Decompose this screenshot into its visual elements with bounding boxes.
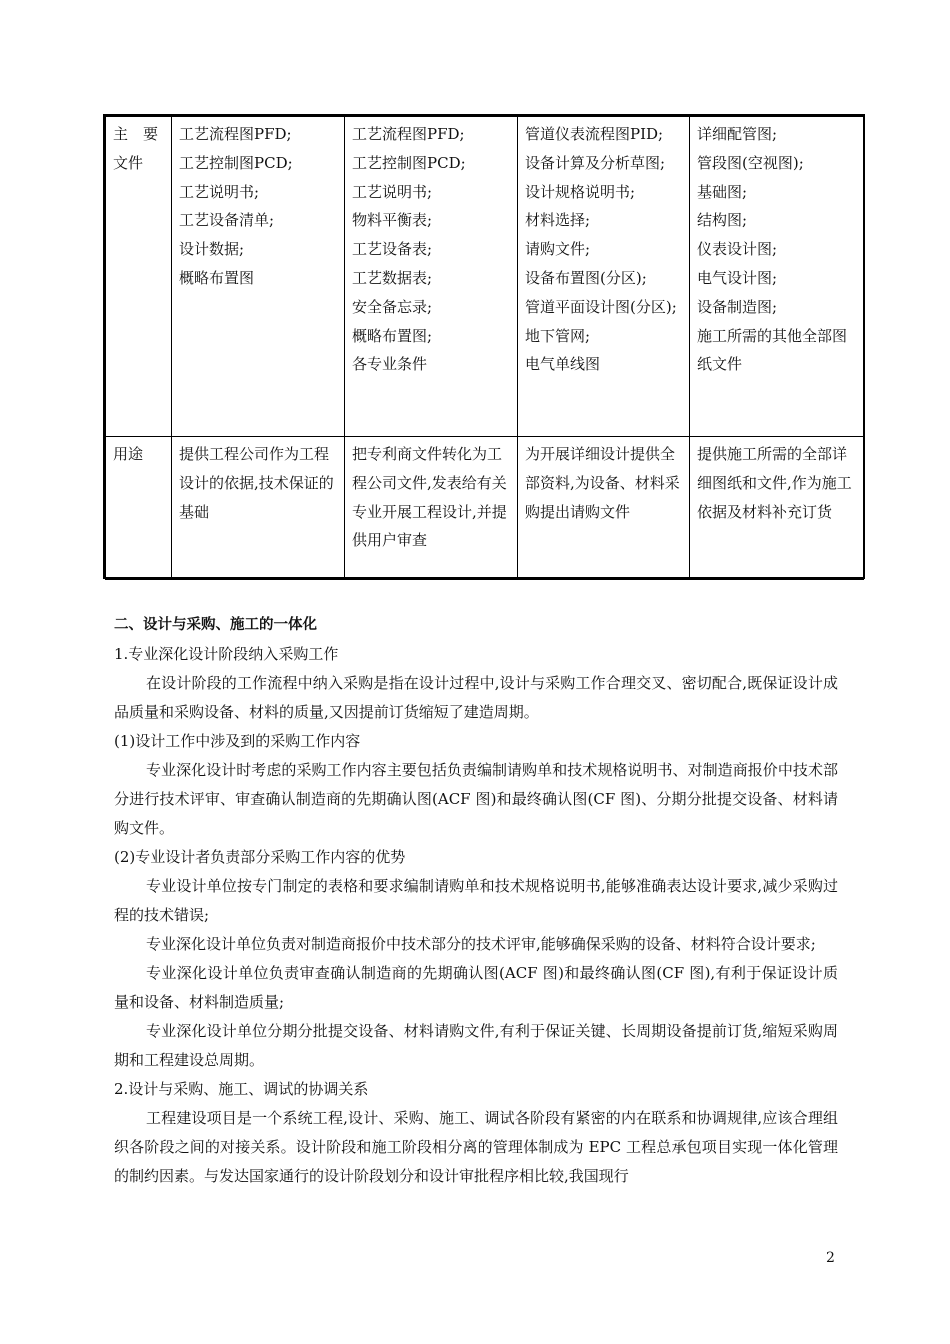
item-title: (1)设计工作中涉及到的采购工作内容 — [114, 732, 361, 750]
row-label-purpose: 用途 — [106, 437, 172, 580]
cell-line: 工艺说明书; — [179, 182, 260, 201]
cell-line: 概略布置图 — [179, 268, 255, 287]
page-number: 2 — [826, 1250, 835, 1266]
cell-line: 物料平衡表; — [352, 211, 433, 230]
cell-line: 工艺数据表; — [352, 268, 433, 287]
cell-line: 管道平面设计图(分区); — [525, 297, 677, 316]
cell-line: 管道仪表流程图PID; — [525, 125, 664, 143]
design-stage-table — [105, 116, 864, 580]
cell-line: 概略布置图; — [352, 326, 433, 345]
paragraph: 工程建设项目是一个系统工程,设计、采购、施工、调试各阶段有紧密的内在联系和协调规律,应该合理组织各阶段之间的对接关系。设计阶段和施工阶段相分离的管理体制成为 EPC 工程总承包项目实现一体化管理的制约因素。与发达国家通行的设计阶段划分和设计审批程序相比较,我国现行 — [114, 1109, 838, 1185]
cell-line: 工艺控制图PCD; — [179, 153, 293, 172]
table-cell: 为开展详细设计提供全部资料,为设备、材料采购提出请购文件 — [518, 437, 690, 580]
body-text — [114, 611, 838, 1191]
table-row-purpose — [106, 437, 864, 580]
cell-line: 工艺说明书; — [352, 182, 433, 201]
row-label-line: 文件 — [113, 153, 144, 172]
cell-line: 电气设计图; — [697, 268, 778, 287]
cell-line: 设备布置图(分区); — [525, 268, 647, 287]
cell-line: 设备计算及分析草图; — [525, 153, 666, 172]
table-cell — [172, 117, 345, 437]
table-row-main-documents — [106, 117, 864, 437]
cell-line: 设计数据; — [179, 240, 245, 259]
cell-line: 管段图(空视图); — [697, 153, 804, 172]
table-cell — [345, 117, 518, 437]
cell-line: 工艺流程图PFD; — [352, 125, 465, 143]
item-title: (2)专业设计者负责部分采购工作内容的优势 — [114, 848, 406, 866]
cell-line: 地下管网; — [525, 326, 591, 345]
cell-line: 工艺控制图PCD; — [352, 153, 466, 172]
cell-line: 结构图; — [697, 211, 748, 230]
cell-line: 请购文件; — [525, 240, 591, 259]
row-label-line: 主 要 — [113, 125, 159, 143]
paragraph: 专业深化设计单位分期分批提交设备、材料请购文件,有利于保证关键、长周期设备提前订货,缩短采购周期和工程建设总周期。 — [114, 1022, 838, 1069]
row-label-main-documents — [106, 117, 172, 437]
cell-line: 电气单线图 — [525, 355, 601, 374]
subsection-title: 2.设计与采购、施工、调试的协调关系 — [114, 1080, 369, 1098]
paragraph: 专业深化设计时考虑的采购工作内容主要包括负责编制请购单和技术规格说明书、对制造商报价中技术部分进行技术评审、审查确认制造商的先期确认图(ACF 图)和最终确认图(CF 图)、分期分批提交设备、材料请购文件。 — [114, 761, 838, 837]
cell-line: 基础图; — [697, 182, 748, 201]
cell-line: 安全备忘录; — [352, 297, 433, 316]
cell-line: 材料选择; — [525, 211, 591, 230]
paragraph: 专业深化设计单位负责审查确认制造商的先期确认图(ACF 图)和最终确认图(CF 图),有利于保证设计质量和设备、材料制造质量; — [114, 964, 838, 1011]
cell-line: 工艺设备表; — [352, 240, 433, 259]
paragraph: 专业设计单位按专门制定的表格和要求编制请购单和技术规格说明书,能够准确表达设计要求,减少采购过程的技术错误; — [114, 877, 838, 924]
subsection-title: 1.专业深化设计阶段纳入采购工作 — [114, 645, 339, 663]
table-cell — [518, 117, 690, 437]
cell-line: 详细配管图; — [697, 125, 778, 143]
paragraph: 在设计阶段的工作流程中纳入采购是指在设计过程中,设计与采购工作合理交叉、密切配合,既保证设计成品质量和采购设备、材料的质量,又因提前订货缩短了建造周期。 — [114, 674, 838, 721]
cell-line: 工艺设备清单; — [179, 211, 275, 230]
table-cell — [690, 117, 864, 437]
cell-line: 各专业条件 — [352, 355, 428, 374]
section-title: 二、设计与采购、施工的一体化 — [114, 617, 317, 633]
cell-line: 设备制造图; — [697, 297, 778, 316]
cell-line: 设计规格说明书; — [525, 182, 636, 201]
paragraph: 专业深化设计单位负责对制造商报价中技术部分的技术评审,能够确保采购的设备、材料符合设计要求; — [146, 935, 816, 953]
cell-line: 仪表设计图; — [697, 240, 778, 259]
table-cell: 提供工程公司作为工程设计的依据,技术保证的基础 — [172, 437, 345, 580]
cell-line: 工艺流程图PFD; — [179, 125, 292, 143]
table-cell: 把专利商文件转化为工程公司文件,发表给有关专业开展工程设计,并提供用户审查 — [345, 437, 518, 580]
cell-line: 施工所需的其他全部图纸文件 — [697, 326, 848, 374]
table-cell: 提供施工所需的全部详细图纸和文件,作为施工依据及材料补充订货 — [690, 437, 864, 580]
